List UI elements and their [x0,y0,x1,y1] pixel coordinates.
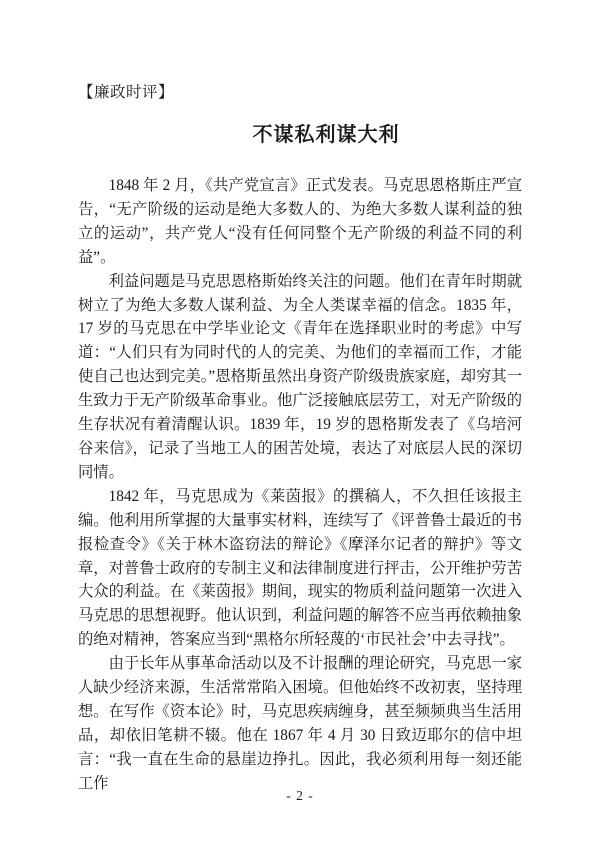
section-label: 【廉政时评】 [78,84,175,101]
body-paragraph: 1842 年，马克思成为《莱茵报》的撰稿人，不久担任该报主编。他利用所掌握的大量事实材料，连续写了《评普鲁士最近的书报检查令》《关于林木盗窃法的辩论》《摩泽尔记者的辩护》等文章，对普鲁士政府的专制主义和法律制度进行抨击，公开维护劳苦大众的利益。在《莱茵报》期间，现实的物质利益问题第一次进入马克思的思想视野。他认识到，利益问题的解答不应当再依赖抽象的绝对精神，答案应当到“黑格尔所轻蔑的‘市民社会’中去寻找”。 [78,487,522,649]
document-body [78,174,522,796]
body-paragraph: 利益问题是马克思恩格斯始终关注的问题。他们在青年时期就树立了为绝大多数人谋利益、为全人类谋幸福的信念。1835 年，17 岁的马克思在中学毕业论文《青年在选择职业时的考虑》中写道：“人们只有为同时代的人的完美、为他们的幸福而工作，才能使自己也达到完美。”恩格斯虽然出身资产阶级贵族家庭，却穷其一生致力于无产阶级革命事业。他广泛接触底层劳工，对无产阶级的生存状况有着清醒认识。1839 年，19 岁的恩格斯发表了《乌培河谷来信》，记录了当地工人的困苦处境，表达了对底层人民的深切同情。 [78,272,522,481]
document-title: 不谋私利谋大利 [252,124,400,146]
body-paragraph: 由于长年从事革命活动以及不计报酬的理论研究，马克思一家人缺少经济来源，生活常常陷入困境。但他始终不改初衷，坚持理想。在写作《资本论》时，马克思疾病缠身，甚至频频典当生活用品，却依旧笔耕不辍。他在 1867 年 4 月 30 日致迈耶尔的信中坦言：“我一直在生命的悬崖边挣扎。因此，我必须利用每一刻还能工作 [78,655,522,792]
body-paragraph: 1848 年 2 月，《共产党宣言》正式发表。马克思恩格斯庄严宣告，“无产阶级的运动是绝大多数人的、为绝大多数人谋利益的独立的运动”，共产党人“没有任何同整个无产阶级的利益不同的利益”。 [78,177,522,266]
page-number: - 2 - [286,788,314,803]
